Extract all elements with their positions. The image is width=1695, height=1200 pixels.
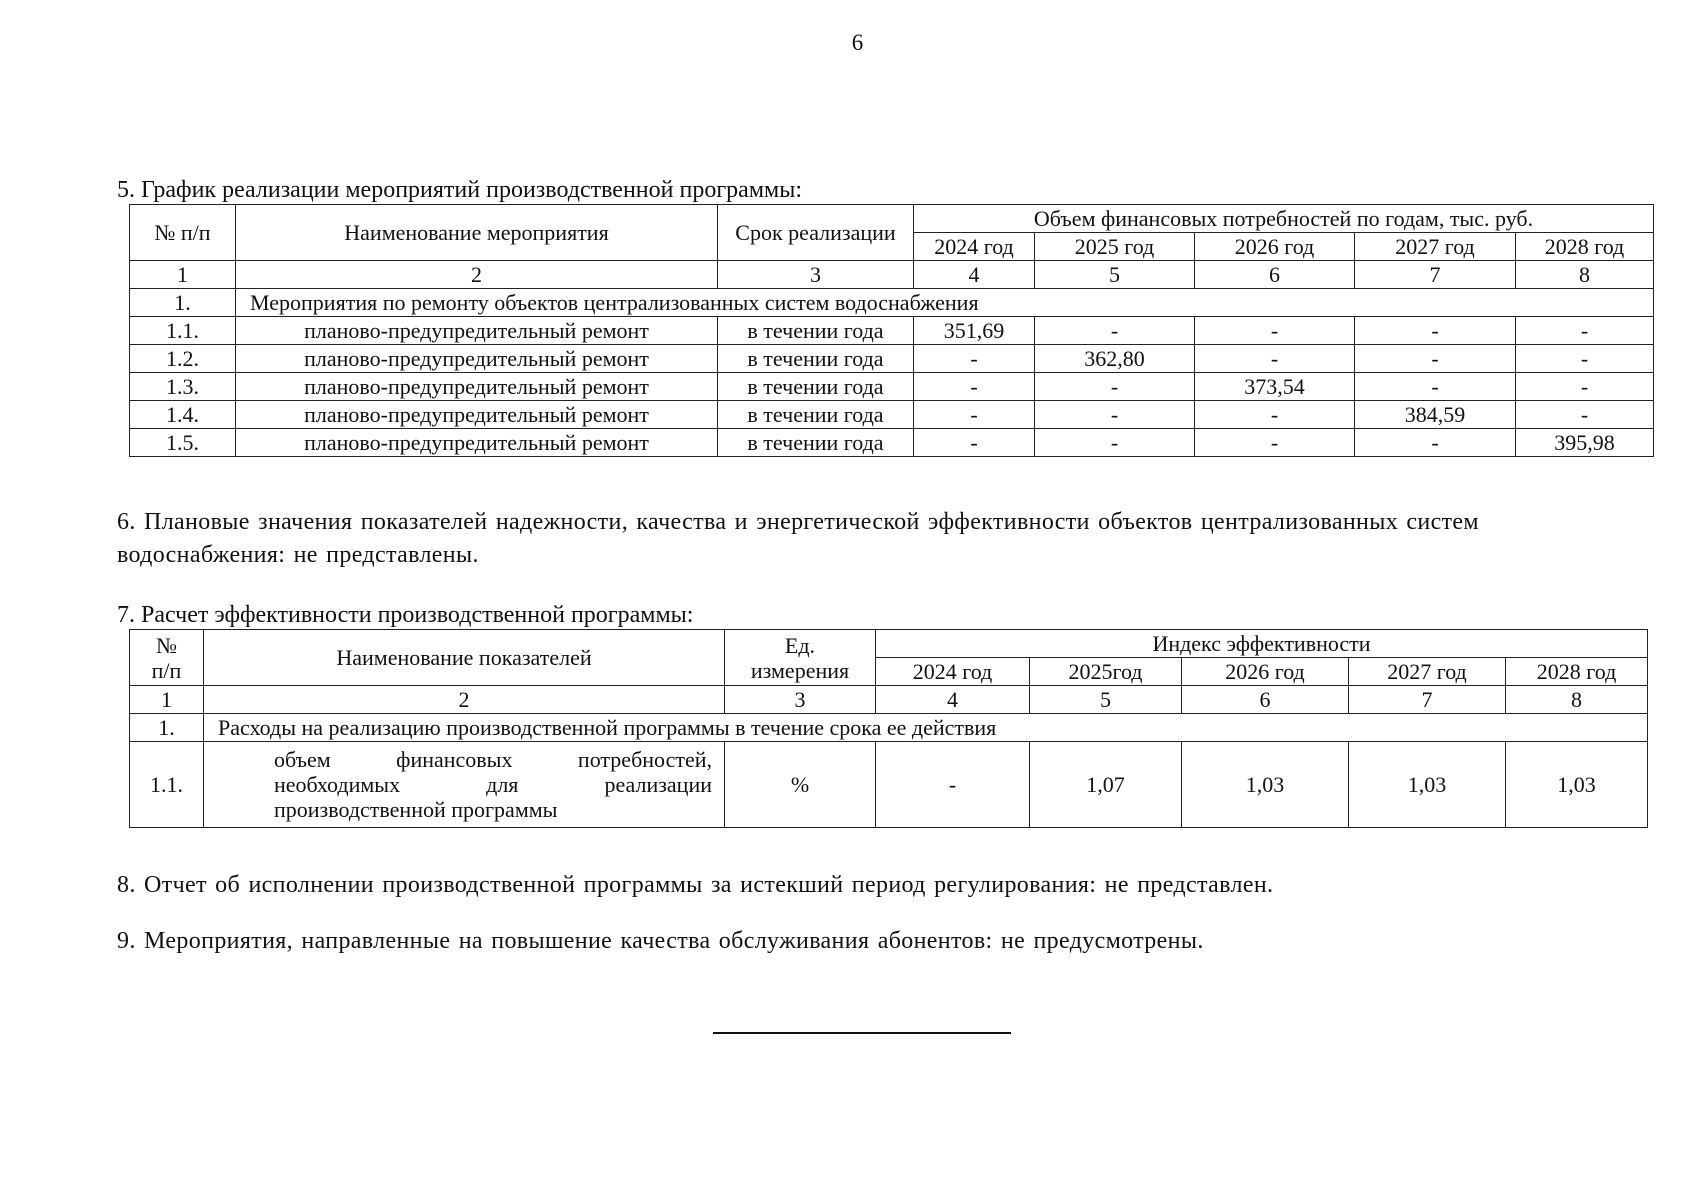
header-year: 2027 год (1349, 658, 1506, 686)
group-name: Расходы на реализацию производственной программы в течение срока ее действия (204, 714, 1648, 742)
group-num: 1. (130, 289, 236, 317)
header-year: 2025 год (1035, 233, 1195, 261)
row-num: 1.1. (130, 317, 236, 345)
row-value: - (1035, 373, 1195, 401)
row-num: 1.3. (130, 373, 236, 401)
row-value: 395,98 (1516, 429, 1654, 457)
table-row (130, 317, 1654, 345)
row-term: в течении года (718, 317, 914, 345)
indicator-name-line1: объем финансовых потребностей, (274, 747, 712, 772)
row-indicator-name (204, 742, 725, 828)
row-num: 1.5. (130, 429, 236, 457)
row-value: - (1355, 345, 1516, 373)
row-term: в течении года (718, 373, 914, 401)
row-value: 1,03 (1506, 742, 1648, 828)
header-unit-line1: Ед. (784, 632, 816, 658)
header-indicator-name: Наименование показателей (204, 630, 725, 686)
row-value: - (1035, 429, 1195, 457)
indicator-name-line2: необходимых для реализации (274, 772, 712, 797)
column-number: 4 (876, 686, 1030, 714)
section-6-paragraph: 6. Плановые значения показателей надежности, качества и энергетической эффективности объектов централизованных систем водоснабжения: не представлены. (117, 509, 1479, 568)
header-year: 2024 год (914, 233, 1035, 261)
row-value: - (914, 373, 1035, 401)
group-name: Мероприятия по ремонту объектов централизованных систем водоснабжения (236, 289, 1654, 317)
row-value: 1,03 (1182, 742, 1349, 828)
column-number: 7 (1355, 261, 1516, 289)
row-activity: планово-предупредительный ремонт (236, 345, 718, 373)
row-term: в течении года (718, 401, 914, 429)
section-7-heading: 7. Расчет эффективности производственной программы: (117, 602, 694, 628)
header-num-line2: п/п (151, 657, 182, 683)
header-year: 2026 год (1182, 658, 1349, 686)
row-activity: планово-предупредительный ремонт (236, 373, 718, 401)
header-year: 2026 год (1195, 233, 1355, 261)
header-year: 2028 год (1506, 658, 1648, 686)
table-row (130, 742, 1648, 828)
row-activity: планово-предупредительный ремонт (236, 317, 718, 345)
column-number: 5 (1035, 261, 1195, 289)
row-num: 1.2. (130, 345, 236, 373)
table-row (130, 345, 1654, 373)
column-number: 2 (236, 261, 718, 289)
row-value: - (1035, 401, 1195, 429)
header-num-line1: № (156, 632, 177, 658)
row-activity: планово-предупредительный ремонт (236, 401, 718, 429)
header-term: Срок реализации (718, 205, 914, 261)
row-value: - (1195, 401, 1355, 429)
column-number: 5 (1030, 686, 1182, 714)
column-number: 7 (1349, 686, 1506, 714)
row-value: - (914, 429, 1035, 457)
column-number: 6 (1182, 686, 1349, 714)
column-number: 2 (204, 686, 725, 714)
row-term: в течении года (718, 345, 914, 373)
column-number: 8 (1506, 686, 1648, 714)
group-num: 1. (130, 714, 204, 742)
row-value: - (914, 345, 1035, 373)
row-value: - (1195, 345, 1355, 373)
table-row (130, 429, 1654, 457)
header-num (130, 630, 204, 686)
header-efficiency-index: Индекс эффективности (876, 630, 1648, 658)
header-year: 2027 год (1355, 233, 1516, 261)
efficiency-table (129, 629, 1648, 828)
row-unit: % (725, 742, 876, 828)
row-value: 384,59 (1355, 401, 1516, 429)
row-value: - (1355, 317, 1516, 345)
group-row (130, 289, 1654, 317)
section-8-paragraph: 8. Отчет об исполнении производственной программы за истекший период регулирования: не представлен. (117, 872, 1274, 898)
row-value: 373,54 (1195, 373, 1355, 401)
group-row (130, 714, 1648, 742)
column-number: 3 (725, 686, 876, 714)
row-value: - (1355, 373, 1516, 401)
header-unit-line2: измерения (750, 657, 850, 683)
header-unit (725, 630, 876, 686)
header-financial-volume: Объем финансовых потребностей по годам, тыс. руб. (914, 205, 1654, 233)
row-value: - (1035, 317, 1195, 345)
row-value: - (1516, 345, 1654, 373)
section-9-paragraph: 9. Мероприятия, направленные на повышение качества обслуживания абонентов: не предусмотрены. (117, 928, 1204, 954)
row-term: в течении года (718, 429, 914, 457)
row-num: 1.4. (130, 401, 236, 429)
row-value: - (1355, 429, 1516, 457)
row-num: 1.1. (130, 742, 204, 828)
header-num: № п/п (130, 205, 236, 261)
header-year: 2025год (1030, 658, 1182, 686)
row-value: - (1516, 401, 1654, 429)
column-number: 1 (130, 686, 204, 714)
indicator-name-line3: производственной программы (274, 797, 558, 822)
column-numbers-row (130, 261, 1654, 289)
row-value: 1,03 (1349, 742, 1506, 828)
implementation-schedule-table (129, 204, 1654, 457)
column-numbers-row (130, 686, 1648, 714)
row-value: - (914, 401, 1035, 429)
column-number: 6 (1195, 261, 1355, 289)
row-value: - (1195, 429, 1355, 457)
table-row (130, 401, 1654, 429)
header-activity-name: Наименование мероприятия (236, 205, 718, 261)
row-value: 1,07 (1030, 742, 1182, 828)
column-number: 3 (718, 261, 914, 289)
end-divider (713, 1032, 1011, 1034)
column-number: 4 (914, 261, 1035, 289)
header-year: 2028 год (1516, 233, 1654, 261)
page-number: 6 (851, 30, 864, 55)
row-value: - (1516, 373, 1654, 401)
row-value: - (1516, 317, 1654, 345)
column-number: 1 (130, 261, 236, 289)
row-value: - (1195, 317, 1355, 345)
column-number: 8 (1516, 261, 1654, 289)
section-5-heading: 5. График реализации мероприятий производственной программы: (117, 177, 802, 203)
row-value: 362,80 (1035, 345, 1195, 373)
row-value: 351,69 (914, 317, 1035, 345)
header-year: 2024 год (876, 658, 1030, 686)
table-row (130, 373, 1654, 401)
row-value: - (876, 742, 1030, 828)
row-activity: планово-предупредительный ремонт (236, 429, 718, 457)
